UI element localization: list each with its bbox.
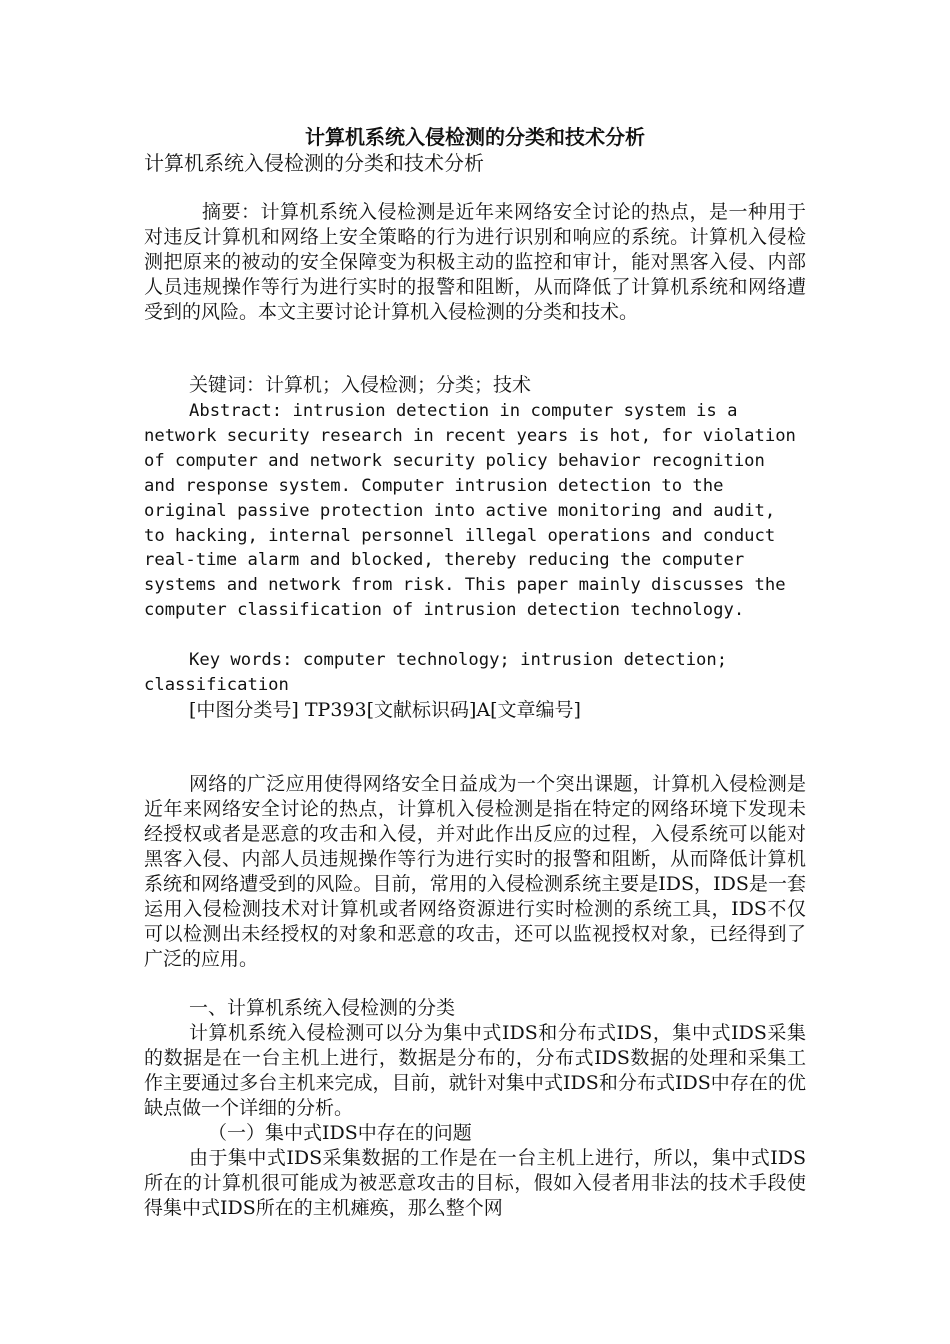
document-subtitle: 计算机系统入侵检测的分类和技术分析	[144, 151, 484, 175]
section-heading-1: 一、计算机系统入侵检测的分类	[189, 997, 456, 1019]
chinese-keywords: 关键词：计算机；入侵检测；分类；技术	[189, 374, 532, 396]
chinese-abstract: 摘要：计算机系统入侵检测是近年来网络安全讨论的热点，是一种用于对违反计算机和网络上安全策略的行为进行识别和响应的系统。计算机入侵检测把原来的被动的安全保障变为积极主动的监控和审计，能对黑客入侵、内部人员违规操作等行为进行实时的报警和阻断，从而降低了计算机系统和网络遭受到的风险。本文主要讨论计算机入侵检测的分类和技术。	[144, 201, 806, 323]
english-keywords: Key words: computer technology; intrusion detection; classification	[144, 650, 728, 695]
document-title: 计算机系统入侵检测的分类和技术分析	[305, 125, 645, 149]
classification-line: [中图分类号] TP393[文献标识码]A[文章编号]	[189, 699, 581, 721]
introduction-paragraph: 网络的广泛应用使得网络安全日益成为一个突出课题，计算机入侵检测是近年来网络安全讨论的热点，计算机入侵检测是指在特定的网络环境下发现未经授权或者是恶意的攻击和入侵，并对此作出反应的过程，入侵系统可以能对黑客入侵、内部人员违规操作等行为进行实时的报警和阻断，从而降低计算机系统和网络遭受到的风险。目前，常用的入侵检测系统主要是IDS，IDS是一套运用入侵检测技术对计算机或者网络资源进行实时检测的系统工具，IDS不仅可以检测出未经授权的对象和恶意的攻击，还可以监视授权对象，已经得到了广泛的应用。	[144, 773, 806, 970]
section-1-paragraph: 计算机系统入侵检测可以分为集中式IDS和分布式IDS，集中式IDS采集的数据是在一台主机上进行，数据是分布的，分布式IDS数据的处理和采集工作主要通过多台主机来完成，目前，就针对集中式IDS和分布式IDS中存在的优缺点做一个详细的分析。	[144, 1022, 806, 1119]
english-abstract: Abstract: intrusion detection in computer system is a network security research in recent years is hot, for violation of computer and network security policy behavior recognition and response system. Computer intrusion detection to the original passive protection into active monitoring and audit, to hacking, internal personnel illegal operations and conduct real-time alarm and blocked, thereby reducing the computer systems and network from risk. This paper mainly discusses the computer classification of intrusion detection technology.	[144, 401, 796, 621]
subsection-heading-1: （一）集中式IDS中存在的问题	[208, 1122, 472, 1144]
subsection-1-paragraph: 由于集中式IDS采集数据的工作是在一台主机上进行，所以，集中式IDS所在的计算机很可能成为被恶意攻击的目标，假如入侵者用非法的技术手段使得集中式IDS所在的主机瘫痪，那么整个网	[144, 1147, 806, 1219]
